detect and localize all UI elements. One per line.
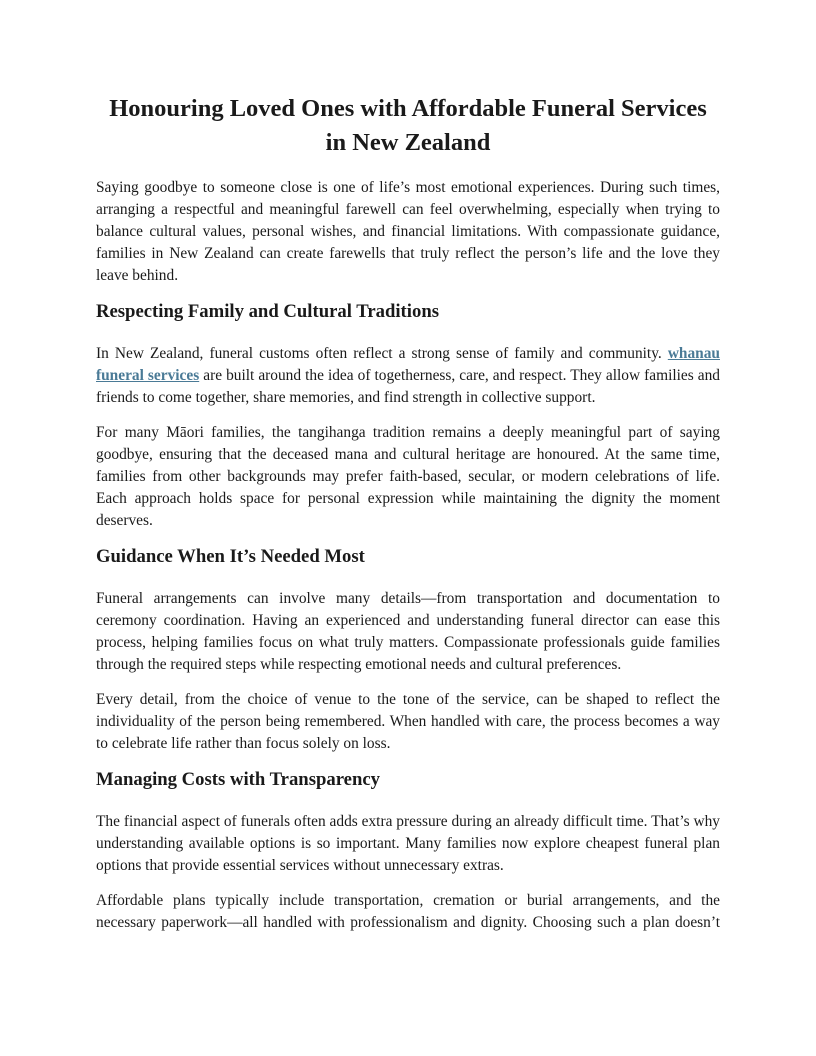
paragraph-text: are built around the idea of togetherness, care, and respect. They allow families and friends to come together, share memories, and find strength in collective support. xyxy=(96,367,720,406)
whanau-funeral-services-link[interactable]: whanau funeral services xyxy=(96,345,720,384)
section-paragraph xyxy=(96,343,720,409)
paragraph-text: In New Zealand, funeral customs often reflect a strong sense of family and community. xyxy=(96,345,668,362)
section-managing-costs xyxy=(96,768,720,934)
section-paragraph: For many Māori families, the tangihanga tradition remains a deeply meaningful part of saying goodbye, ensuring that the deceased mana and cultural heritage are honoured. At the same time, families from other backgrounds may prefer faith-based, secular, or modern celebrations of life. Each approach holds space for personal expression while maintaining the dignity the moment deserves. xyxy=(96,424,720,529)
page-title: Honouring Loved Ones with Affordable Funeral Services in New Zealand xyxy=(109,95,707,156)
section-paragraph: Funeral arrangements can involve many details—from transportation and documentation to ceremony coordination. Having an experienced and understanding funeral director can ease this process, helping families focus on what truly matters. Compassionate professionals guide families through the required steps while respecting emotional needs and cultural preferences. xyxy=(96,590,720,673)
section-heading: Guidance When It’s Needed Most xyxy=(96,546,365,567)
intro-paragraph: Saying goodbye to someone close is one of life’s most emotional experiences. During such times, arranging a respectful and meaningful farewell can feel overwhelming, especially when trying to balance cultural values, personal wishes, and financial limitations. With compassionate guidance, families in New Zealand can create farewells that truly reflect the person’s life and the love they leave behind. xyxy=(96,179,720,284)
section-heading: Respecting Family and Cultural Traditions xyxy=(96,301,439,322)
section-paragraph: The financial aspect of funerals often adds extra pressure during an already difficult time. That’s why understanding available options is so important. Many families now explore cheapest funeral plan options that provide essential services without unnecessary extras. xyxy=(96,813,720,874)
section-heading: Managing Costs with Transparency xyxy=(96,769,380,790)
section-paragraph: Every detail, from the choice of venue to the tone of the service, can be shaped to reflect the individuality of the person being remembered. When handled with care, the process becomes a way to celebrate life rather than focus solely on loss. xyxy=(96,691,720,752)
section-paragraph: Affordable plans typically include transportation, cremation or burial arrangements, and the necessary paperwork—all handled with professionalism and dignity. Choosing such a plan doesn’t xyxy=(96,892,720,931)
section-cultural-traditions xyxy=(96,300,720,532)
section-guidance xyxy=(96,545,720,755)
